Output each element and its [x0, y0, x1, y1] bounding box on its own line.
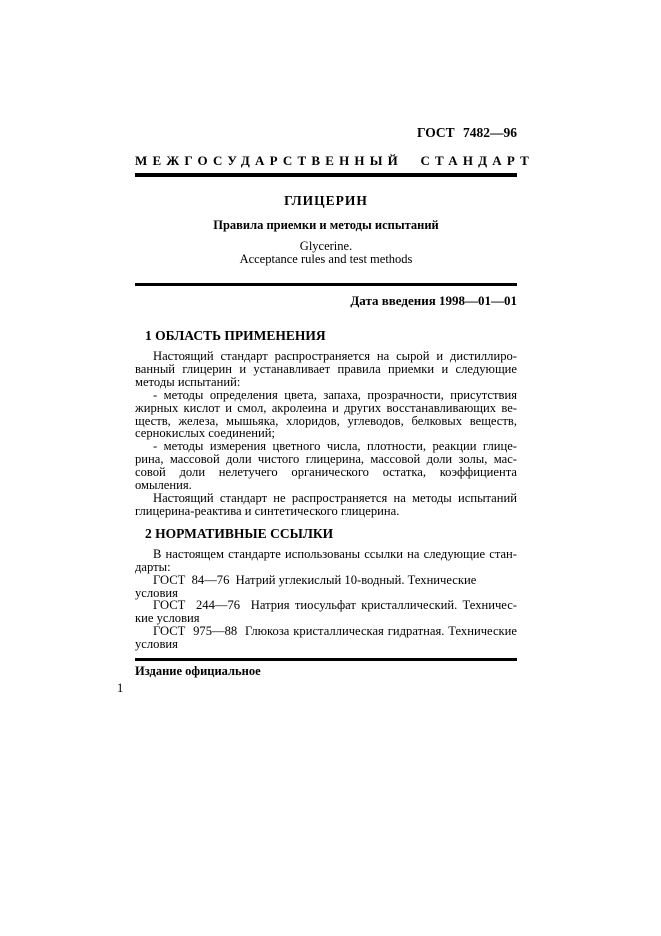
document-content [135, 0, 535, 652]
paragraph-line: Настоящий стандарт распространяется на сырой и дистиллиро- [153, 349, 517, 363]
paragraph-line: жирных кислот и смол, акролеина и других восстанавливающих ве- [135, 400, 517, 415]
page-footer [135, 658, 517, 678]
section-body-scope [135, 350, 517, 518]
section-heading-normative-references: 2 НОРМАТИВНЫЕ ССЫЛКИ [145, 525, 334, 541]
paragraph-line: условия [135, 637, 178, 652]
paragraph [135, 574, 517, 600]
paragraph [135, 389, 517, 441]
standard-type-heading: МЕЖГОСУДАРСТВЕННЫЙ СТАНДАРТ [135, 153, 535, 168]
paragraph-line: - методы определения цвета, запаха, прозрачности, присутствия [153, 387, 517, 402]
document-title-en: Glycerine. [299, 239, 353, 253]
document-title: ГЛИЦЕРИН [284, 193, 368, 208]
section-heading-scope: 1 ОБЛАСТЬ ПРИМЕНЕНИЯ [145, 328, 326, 343]
paragraph [135, 548, 517, 574]
page-number: 1 [117, 681, 124, 695]
paragraph-line: омыления. [135, 478, 192, 493]
paragraph-line: Настоящий стандарт не распространяется на методы испытаний [153, 490, 517, 505]
date-rule [135, 283, 517, 286]
paragraph [135, 440, 517, 492]
header-rule [135, 173, 517, 177]
document-subtitle-en: Acceptance rules and test methods [239, 252, 413, 266]
section-scope [135, 328, 517, 518]
section-normative-references [135, 526, 517, 651]
footer-rule [135, 658, 517, 661]
document-subtitle: Правила приемки и методы испытаний [213, 218, 439, 232]
paragraph [135, 599, 517, 625]
paragraph-line: ГОСТ 975—88 Глюкоза кристаллическая гидратная. Технические [153, 624, 517, 639]
paragraph-line: совой доли нелетучего органического остатка, коэффициента [135, 465, 517, 480]
paragraph-line: - методы измерения цветного числа, плотности, реакции глице- [153, 439, 517, 454]
paragraph-line: В настоящем стандарте использованы ссылки на следующие стан- [153, 546, 517, 561]
paragraph-line: ществ, железа, мышьяка, хлоридов, углеводов, белковых веществ, [135, 413, 517, 428]
paragraph [135, 492, 517, 518]
paragraph-line: ГОСТ 84—76 Натрий углекислый 10-водный. Технические условия [135, 572, 477, 600]
effective-date: Дата введения 1998—01—01 [350, 293, 517, 308]
paragraph-line: сернокислых соединений; [135, 426, 275, 441]
paragraph-line: рина, массовой доли чистого глицерина, массовой доли золы, мас- [135, 452, 517, 467]
doc-number: ГОСТ 7482—96 [416, 125, 517, 140]
section-body-normative-references [135, 548, 517, 651]
paragraph [135, 350, 517, 389]
official-edition-note: Издание официальное [135, 664, 261, 678]
paragraph-line: ванный глицерин и устанавливает правила приемки и следующие [135, 361, 517, 376]
paragraph-line: методы испытаний: [135, 374, 241, 389]
paragraph-line: кие условия [135, 611, 200, 626]
paragraph-line: ГОСТ 244—76 Натрия тиосульфат кристаллический. Техничес- [153, 598, 517, 613]
paragraph [135, 625, 517, 651]
paragraph-line: дарты: [135, 559, 171, 574]
paragraph-line: глицерина-реактива и синтетического глицерина. [135, 503, 400, 518]
english-title-block [135, 240, 517, 266]
